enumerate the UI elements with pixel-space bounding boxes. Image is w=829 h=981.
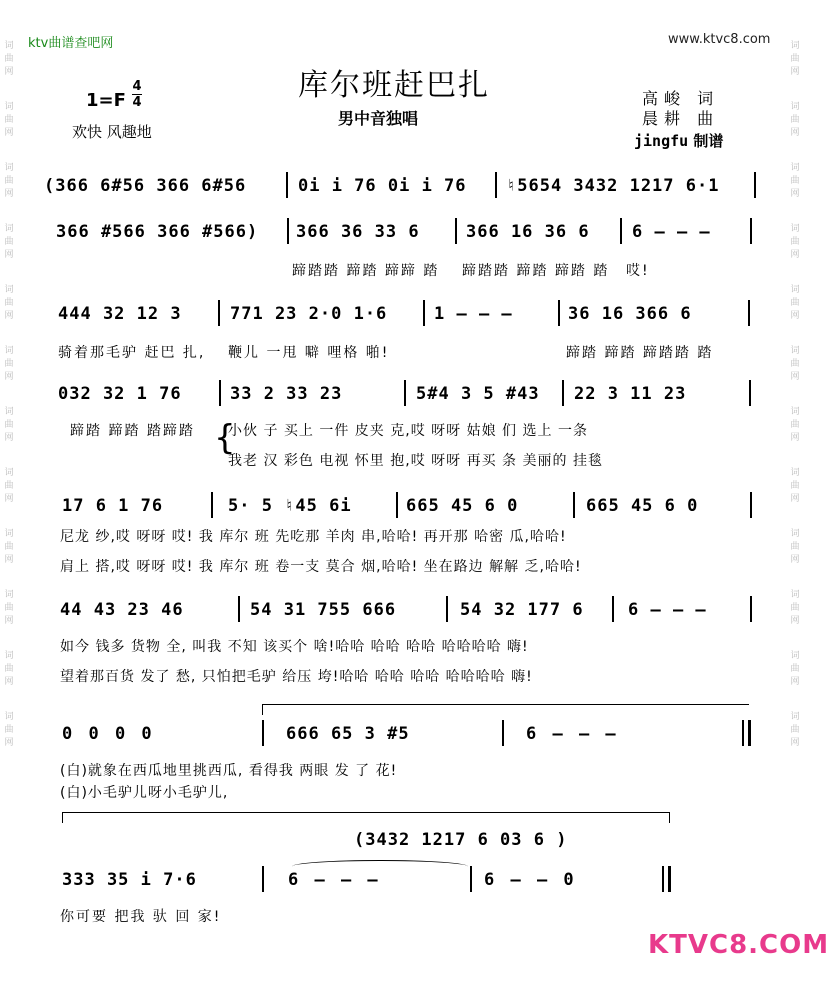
- verse-brace: {: [214, 418, 236, 458]
- tempo-marking: 欢快 风趣地: [72, 123, 152, 141]
- lyric-line: 我老 汉 彩色 电视 怀里 抱,哎 呀呀 再买 条 美丽的 挂毯: [228, 453, 603, 469]
- bar-line: [238, 596, 240, 622]
- notation-measure: 33 2 33 23: [230, 384, 343, 404]
- repeat-end-bar: [748, 720, 751, 746]
- lyric-line: (白)就象在西瓜地里挑西瓜, 看得我 两眼 发 了 花!: [60, 763, 398, 779]
- notation-measure: 44 43 23 46: [60, 600, 184, 620]
- bar-line: [218, 300, 220, 326]
- repeat-end-bar: [742, 720, 744, 746]
- notation-measure: 1 – – –: [434, 304, 513, 324]
- bar-line: [620, 218, 622, 244]
- volta-bracket: [62, 812, 670, 823]
- bar-line: [750, 218, 752, 244]
- bar-line: [455, 218, 457, 244]
- bar-line: [750, 596, 752, 622]
- bar-line: [219, 380, 221, 406]
- notation-measure: 6 – – –: [628, 600, 707, 620]
- notation-measure: 665 45 6 0: [586, 496, 699, 516]
- lyricist-credit: 高峻 词: [642, 89, 720, 108]
- bar-line: [573, 492, 575, 518]
- lyric-line: 鞭儿 一甩 噼 哩格 啪!: [228, 345, 390, 361]
- site-name-left[interactable]: ktv曲谱查吧网: [28, 36, 114, 51]
- notation-measure: ♮5654 3432 1217 6·1: [506, 176, 720, 196]
- notation-measure: 666 65 3 #5: [286, 724, 410, 744]
- lyric-line: (白)小毛驴儿呀小毛驴儿,: [60, 785, 229, 801]
- notation-measure: 665 45 6 0: [406, 496, 519, 516]
- notation-measure: 17 6 1 76: [62, 496, 164, 516]
- bar-line: [754, 172, 756, 198]
- notation-measure: 6 – – –: [288, 870, 381, 890]
- site-logo: KTVC8.COM: [648, 930, 829, 960]
- lyric-line: 尼龙 纱,哎 呀呀 哎! 我 库尔 班 先吃那 羊肉 串,哈哈! 再开那 哈密 瓜,哈哈!: [60, 529, 567, 545]
- notation-measure: 6 – – –: [632, 222, 711, 242]
- side-watermark-left: 词曲网 词曲网 词曲网 词曲网 词曲网 词曲网 词曲网 词曲网 词曲网 词曲网 词曲网 词曲网: [4, 41, 14, 748]
- time-signature: 4 4: [132, 79, 142, 110]
- composer-credit: 晨耕 曲: [642, 109, 720, 128]
- bar-line: [262, 866, 264, 892]
- lyric-line: 蹄踏 蹄踏 蹄踏踏 踏: [566, 345, 714, 361]
- notation-measure: 0i i 76 0i i 76: [298, 176, 467, 196]
- final-bar: [668, 866, 671, 892]
- bar-line: [396, 492, 398, 518]
- notation-measure: 032 32 1 76: [58, 384, 182, 404]
- lyric-line: 你可要 把我 驮 回 家!: [60, 909, 222, 925]
- lyric-line: 望着那百货 发了 愁, 只怕把毛驴 给压 垮!哈哈 哈哈 哈哈 哈哈哈哈 嗨!: [60, 669, 533, 685]
- notation-measure: 0 0 0 0: [62, 724, 155, 744]
- lyric-line: 哎!: [626, 263, 650, 279]
- bar-line: [470, 866, 472, 892]
- final-bar: [662, 866, 664, 892]
- song-title: 库尔班赶巴扎: [298, 68, 490, 103]
- notation-measure: 6 – – –: [526, 724, 619, 744]
- lyric-line: 蹄踏踏 蹄踏 蹄踏 踏: [462, 263, 610, 279]
- lyric-line: 骑着那毛驴 赶巴 扎,: [58, 345, 206, 361]
- bar-line: [749, 380, 751, 406]
- lyric-line: 小伙 子 买上 一件 皮夹 克,哎 呀呀 姑娘 们 选上 一条: [228, 423, 588, 439]
- tie-arc: [292, 860, 468, 873]
- lyric-line: 肩上 搭,哎 呀呀 哎! 我 库尔 班 卷一支 莫合 烟,哈哈! 坐在路边 解解 乏,哈哈!: [60, 559, 582, 575]
- bar-line: [446, 596, 448, 622]
- site-url-right[interactable]: www.ktvc8.com: [668, 32, 771, 47]
- key-signature: 1=F: [86, 90, 126, 111]
- notation-measure: 366 #566 366 #566): [56, 222, 259, 242]
- bar-line: [748, 300, 750, 326]
- notation-measure: (3432 1217 6 03 6 ): [354, 830, 568, 850]
- notation-measure: 54 32 177 6: [460, 600, 584, 620]
- notation-measure: 36 16 366 6: [568, 304, 692, 324]
- bar-line: [404, 380, 406, 406]
- bar-line: [750, 492, 752, 518]
- notation-measure: 54 31 755 666: [250, 600, 397, 620]
- bar-line: [423, 300, 425, 326]
- side-watermark-right: 词曲网 词曲网 词曲网 词曲网 词曲网 词曲网 词曲网 词曲网 词曲网 词曲网 词曲网 词曲网: [790, 41, 800, 748]
- notation-measure: 5· 5 ♮45 6i: [228, 496, 352, 516]
- bar-line: [495, 172, 497, 198]
- notation-measure: 333 35 i 7·6: [62, 870, 197, 890]
- bar-line: [287, 218, 289, 244]
- lyric-line: 蹄踏踏 蹄踏 蹄蹄 踏: [292, 263, 440, 279]
- notation-measure: 6 – – 0: [484, 870, 577, 890]
- volta-bracket: [262, 704, 749, 715]
- bar-line: [558, 300, 560, 326]
- notation-measure: 366 16 36 6: [466, 222, 590, 242]
- notation-measure: 5#4 3 5 #43: [416, 384, 540, 404]
- notation-measure: 366 36 33 6: [296, 222, 420, 242]
- bar-line: [286, 172, 288, 198]
- bar-line: [262, 720, 264, 746]
- bar-line: [211, 492, 213, 518]
- notation-measure: 444 32 12 3: [58, 304, 182, 324]
- notation-measure: 22 3 11 23: [574, 384, 687, 404]
- bar-line: [562, 380, 564, 406]
- notation-measure: 771 23 2·0 1·6: [230, 304, 388, 324]
- bar-line: [612, 596, 614, 622]
- lyric-line: 如今 钱多 货物 全, 叫我 不知 该买个 啥!哈哈 哈哈 哈哈 哈哈哈哈 嗨!: [60, 639, 529, 655]
- song-subtitle: 男中音独唱: [338, 109, 419, 128]
- bar-line: [502, 720, 504, 746]
- notation-measure: (366 6#56 366 6#56: [44, 176, 247, 196]
- lyric-line: 蹄踏 蹄踏 踏蹄踏: [70, 423, 195, 439]
- arranger-credit: jingfu 制谱: [634, 132, 724, 150]
